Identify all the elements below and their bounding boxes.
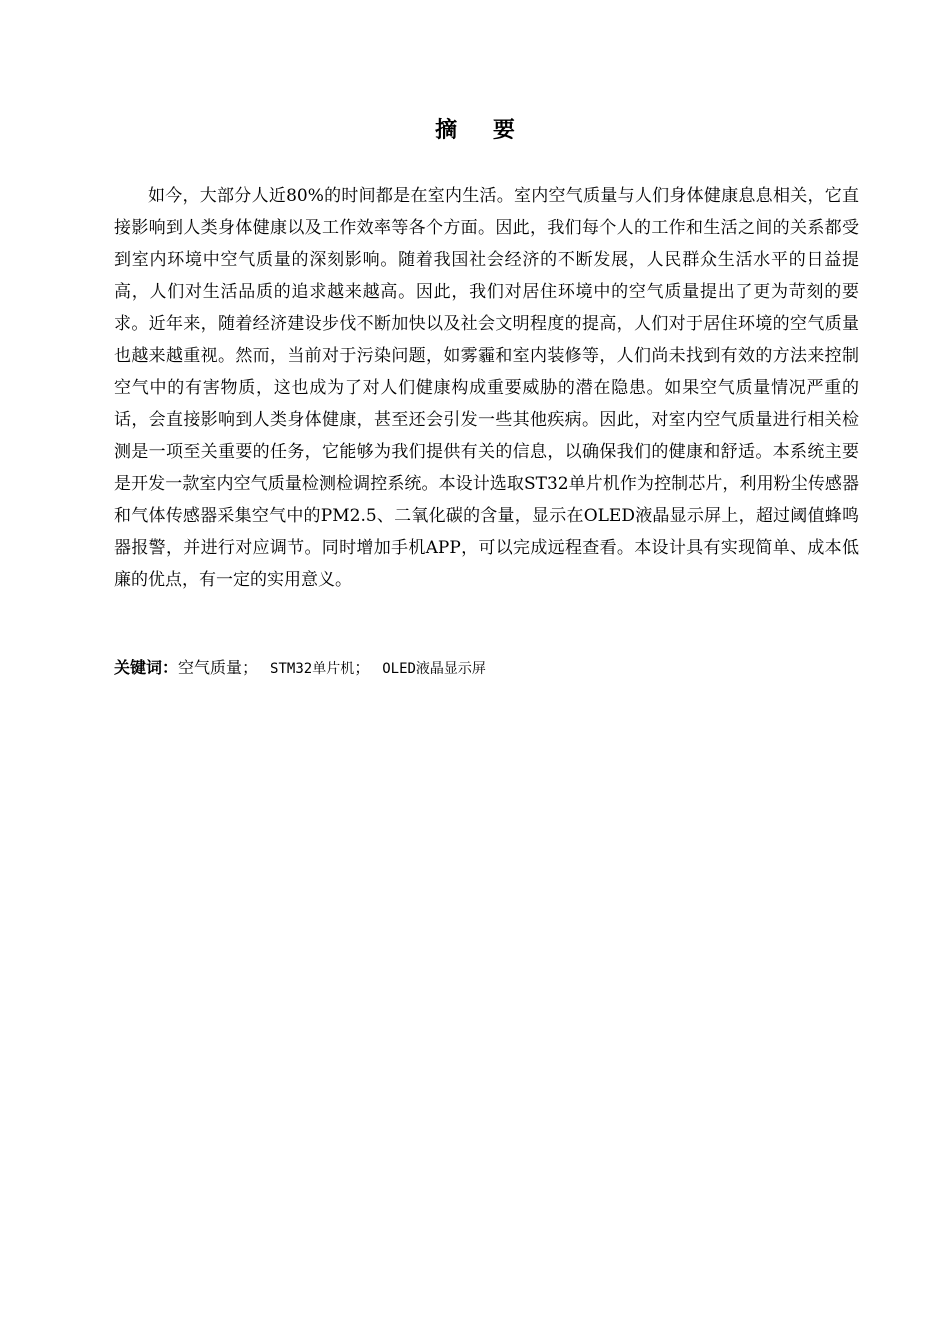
keyword-separator: ； [242, 658, 259, 677]
keyword-item: STM32单片机 [270, 661, 355, 677]
keywords-line [114, 652, 859, 685]
keyword-item: 空气质量 [178, 658, 243, 677]
keywords-label: 关键词： [114, 658, 179, 677]
abstract-body: 如今，大部分人近80%的时间都是在室内生活。室内空气质量与人们身体健康息息相关，它直接影响到人类身体健康以及工作效率等各个方面。因此，我们每个人的工作和生活之间的关系都受到室内环境中空气质量的深刻影响。随着我国社会经济的不断发展，人民群众生活水平的日益提高，人们对生活品质的追求越来越高。因此，我们对居住环境中的空气质量提出了更为苛刻的要求。近年来，随着经济建设步伐不断加快以及社会文明程度的提高，人们对于居住环境的空气质量也越来越重视。然而，当前对于污染问题，如雾霾和室内装修等，人们尚未找到有效的方法来控制空气中的有害物质，这也成为了对人们健康构成重要威胁的潜在隐患。如果空气质量情况严重的话，会直接影响到人类身体健康，甚至还会引发一些其他疾病。因此，对室内空气质量进行相关检测是一项至关重要的任务，它能够为我们提供有关的信息，以确保我们的健康和舒适。本系统主要是开发一款室内空气质量检测检调控系统。本设计选取ST32单片机作为控制芯片，利用粉尘传感器和气体传感器采集空气中的PM2.5、二氧化碳的含量，显示在OLED液晶显示屏上，超过阈值蜂鸣器报警，并进行对应调节。同时增加手机APP，可以完成远程查看。本设计具有实现简单、成本低廉的优点，有一定的实用意义。 [114, 186, 859, 590]
keyword-separator: ； [354, 658, 371, 677]
abstract-heading: 摘 要 [435, 118, 529, 143]
keyword-item: OLED液晶显示屏 [382, 661, 486, 677]
